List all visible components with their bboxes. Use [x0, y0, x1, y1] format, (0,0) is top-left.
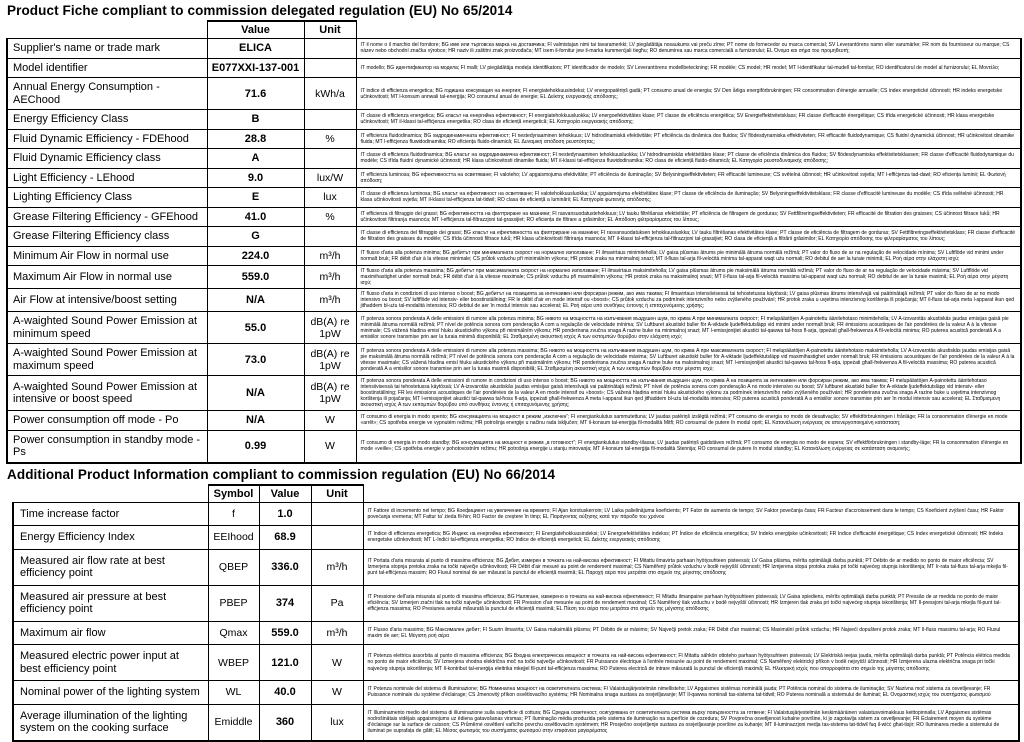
cell-label: Model identifier	[7, 58, 207, 78]
cell-unit: lux	[304, 188, 356, 208]
cell-value: B	[207, 110, 304, 130]
cell-unit: %	[304, 129, 356, 149]
cell-value: G	[207, 227, 304, 247]
cell-label: Minimum Air Flow in normal use	[7, 246, 207, 266]
page-title-regulation-65: Product Fiche compliant to commission delegated regulation (EU) No 65/2014	[7, 3, 513, 18]
cell-value: 55.0	[207, 312, 304, 344]
cell-value: 40.0	[259, 681, 311, 705]
cell-unit: m³/h	[304, 266, 356, 289]
cell-unit	[311, 526, 363, 550]
table-row	[13, 704, 1019, 741]
fiche-unit-column-header: Unit	[304, 21, 356, 39]
table-row	[13, 502, 1019, 526]
cell-label: Energy Efficiency Class	[7, 110, 207, 130]
cell-unit: %	[304, 207, 356, 227]
cell-desc: IT classe di efficienza fluidodinamica; BG класът на хидродинамична ефективност; FI nestedynaaminen tehokkuusluokka; LV hidrodinamiskās efektivitātes klase; PT classe de eficiência dinâmica dos fluidos; SV flödesdynamiska effektivitetsklassen; FR classe d'efficacité fluidodynamique du modèle; CS třída fluidní dynamické účinnosti; HR klasa učinkovitosti dinamike fluida; MT il-klassi tal-effiċjenza fluwidodinamika; RO clasa de eficiență fluido-dinamică; EL Κατηγορία ρευστοδυναμικής απόδοσης;	[356, 149, 1021, 169]
cell-unit	[304, 58, 356, 78]
cell-value: N/A	[207, 289, 304, 312]
cell-unit: dB(A) re 1pW	[304, 376, 356, 411]
table-row	[7, 266, 1021, 289]
cell-label: Measured electric power input at best efficiency point	[13, 645, 208, 681]
cell-unit: W	[311, 681, 363, 705]
cell-desc: IT flusso d'aria in condizioni di uso intenso o boost; BG дебитът на позицията за интензивен или форсиран режим, ако има такива; FI ilmavirtaus intensiivisessä tai tehostetussa käytössä; LV gaisa plūsmas ātrums intensīvajā vai paātrinātajā režīmā; PT valor do fluxo de ar no modo intensivo ou boost; SV luftflöde vid intensiv- eller boostinställning; FR le débit d'air en mode intensif ou «boost»; CS průtok vzduchu za podmínek intenzivního nebo zvýšeného používání; HR protok zraka u uvjetima intenzivnog korištenja ili pojačanja; MT il-fluss tal-arja meta l-apparat ikun qed jitħaddem bl-użu tal-modalità intensiva; RO debitul de aer în modul intensiv sau accelerat; EL Ροή αέρα υπό συνθήκες έντονης ή επιταχυνόμενης χρήσης;	[356, 289, 1021, 312]
cell-label: A-waighted Sound Power Emission at maximum speed	[7, 344, 207, 376]
additional-value-column-header: Value	[259, 485, 311, 503]
cell-desc: IT potenza sonora ponderata A delle emissioni di rumore alla potenza minima; BG нивото на мощността на излъчвания въздушен шум, по крива A при минималната скорост; FI melupäästöjen A-painotettu äänitehotaso minimiteholla; LV A-izsvarotās akustiskās jaudas emisijas gaisā pie minimālā ātruma normālā režīmā; PT nível de potência sonora com ponderação A com a regulação de velocidade mínima; SV Luftburet akustiskt buller för A-viktade ljudeffektutsläpp vid minimi under normalt bruk; FR émissions acoustiques de l'air pondérées de la valeur A à la vitesse minimale; CS vážená hladina emisí hluku akustického výkonu při minimálním výkonu; HR ponderirana zvučna snaga A razine buke na minimalnoj snazi; MT l-emissjonijiet akustiċi tal-qawwa tal-ħoss fl-arja, ippeżati għall-frekwenza A fil-veloċità minima; RO puterea acustică ponderată A a emisiilor sonore transmise prin aer la turaia minimă disponibilă; EL Σταθμισμένη ακουστική ισχύς A των εκπομπών θορύβου στην ελάχιστη ισχύ;	[356, 312, 1021, 344]
cell-symbol: WL	[208, 681, 259, 705]
table-row	[13, 681, 1019, 705]
table-row	[7, 227, 1021, 247]
cell-value: A	[207, 149, 304, 169]
additional-description-header-spacer	[363, 485, 1019, 503]
table-row	[7, 168, 1021, 188]
cell-unit: Pa	[311, 585, 363, 621]
cell-label: Maximum air flow	[13, 621, 208, 645]
cell-desc: IT efficienza di filtraggio dei grassi; BG ефективността на филтриране на мазнини; FI rasvansuodatustehokkuus; LV tauku filtrēšanas efektivitāte; PT eficiência de filtragem de gorduras; SV Fettfiltreringseffektiviteten; FR efficacité de filtration des graisses; CS účinnost filtrace tuků; HR učinkovitost filtriranja masnoća; MT l-effiċjenza tal-filtrazzjoni tal-grassijiet; RO eficiența de filtrare a grăsimilor; EL Απόδοση φιλτραρίσματος του λίπους;	[356, 207, 1021, 227]
cell-desc: IT modello; BG идентификатор на модела; FI malli; LV piegādātāja modeļa identifikators; PT identificador de modelo; SV Leverantörens modellbeteckning; FR modèle; CS model; HR model; MT l-identifikatur tal-mudell tal-fornitur; RO identificatorul de model al furnizorului; EL Μοντέλο;	[356, 58, 1021, 78]
fiche-description-header-spacer	[356, 21, 1021, 39]
table-row	[7, 129, 1021, 149]
cell-value: 374	[259, 585, 311, 621]
table-row	[7, 246, 1021, 266]
cell-symbol: f	[208, 502, 259, 526]
cell-label: Fluid Dynamic Efficiency - FDEhood	[7, 129, 207, 149]
table-row	[7, 149, 1021, 169]
table-row	[13, 645, 1019, 681]
cell-unit	[311, 502, 363, 526]
cell-label: Annual Energy Consumption - AEChood	[7, 78, 207, 110]
cell-value: ELICA	[207, 39, 304, 59]
fiche-table	[6, 20, 1022, 464]
fiche-value-column-header: Value	[207, 21, 304, 39]
additional-symbol-column-header: Symbol	[208, 485, 259, 503]
additional-label-header-spacer	[13, 485, 208, 503]
cell-value: N/A	[207, 376, 304, 411]
cell-unit: m³/h	[311, 621, 363, 645]
additional-rows	[13, 502, 1019, 741]
table-row	[13, 526, 1019, 550]
cell-desc: IT Illuminamento medio del sistema di illuminazione sulla superficie di cottura; BG Средна осветеност, осигурявана от осветителната система върху повърхността за готвене; FI Valaistusjärjestelmän keskimääräinen valaistusvoimakkuus keittopinnalla; LV Apgaismes sistēmas nodrošinātais vidējais apgaismojums uz ēdiena gatavošanas virsmas; PT Iluminação média produzida pelo sistema de iluminação na superfície de cozedura; SV Povprečna osvetljenost kuhalne površine, ki jo zagotavlja sistem za osvetljevanje; FR Éclairement moyen du système d'éclairage sur la surface de cuisson; CS Průměrné osvětlení vařicího povrchu osvětlovacím systémem; HR Prosječno osvjetljenje sustava za osvjetljavanje površine za kuhanje; MT Il-luminazzjoni medja tas-sistema tat-tidwil fuq il-wiċċ għat-tisjir; RO Iluminarea medie a sistemului de iluminat pe suprafața de gătit; EL Μέσος φωτισμός του συστήματος φωτισμού στην επιφάνεια μαγειρέματος	[363, 704, 1019, 741]
table-row	[7, 312, 1021, 344]
cell-unit	[304, 149, 356, 169]
table-row	[13, 621, 1019, 645]
cell-desc: IT il nome o il marchio del fornitore; BG име или търговска марка на доставчика; FI valmistajan nimi tai tavaramerkki; LV piegādātāja nosaukums vai preču zīme; PT nome do fornecedor ou marca comercial; SV Leverantörens namn eller varumärke; FR nom du fournisseur ou marque; CS název nebo obchodní značka výrobce; HR naziv ili zaštitni znak proizvođača; MT isem il-fornitur jew il-marka kummerċjali tiegħu; RO denumirea sau marca comercială a furnizorului; EL Όνομα και σήμα του προμηθευτή;	[356, 39, 1021, 59]
cell-label: Energy Efficiency Index	[13, 526, 208, 550]
cell-value: 0.99	[207, 430, 304, 463]
cell-unit: lux	[311, 704, 363, 741]
cell-value: N/A	[207, 411, 304, 431]
cell-value: 73.0	[207, 344, 304, 376]
cell-symbol: EEIhood	[208, 526, 259, 550]
fiche-header-row	[7, 21, 1021, 39]
cell-label: Maximum Air Flow in normal use	[7, 266, 207, 289]
cell-label: Measured air flow rate at best efficiency point	[13, 549, 208, 585]
cell-value: 9.0	[207, 168, 304, 188]
cell-label: A-waighted Sound Power Emission at intensive or boost speed	[7, 376, 207, 411]
cell-desc: IT flusso d'aria alla potenza massima; BG дебитът при максималната скорост на нормално използване; FI ilmavirtaus maksimiteholla; LV gaisa plūsmas ātrums pie maksimālā ātruma normālā režīmā; PT valor do fluxo de ar na regulação de velocidade máxima; SV Luftflöde vid maximihastighet under normalt bruk; FR débit d'air à la vitesse maximale; CS průtok vzduchu při maximálním výkonu; HR protok zraka na maksimalnoj snazi; MT il-fluss tal-arja fil-veloċità massima tal-apparat waqt użu normali; RO debitul de aer la turaie maximă; EL Ροή αέρα στην μέγιστη ισχύ;	[356, 266, 1021, 289]
cell-unit: W	[311, 645, 363, 681]
cell-desc: IT consumo di energia in modo standby; BG консумацията на мощност в режим „в готовност“; FI energiankulutus standby-tilassa; LV jaudas patēriņš gaidstāves režīmā; PT consumo de energia no modo de espera; SV effektförbrukningen i standby-läge; FR la consommation d'énergie en mode «veille»; CS spotřeba energie v pohotovostním režimu; HR potrošnja energije u stanju mirovanja; MT il-konsum tal-enerġija fil-modalità Stennija; RO consumul de putere în modul standby; EL Κατανάλωση ενέργειας σε κατάσταση αναμονής;	[356, 430, 1021, 463]
table-row	[7, 376, 1021, 411]
cell-unit: W	[304, 411, 356, 431]
cell-desc: IT Flusso d'aria massimo; BG Максимален дебит; FI Suurin ilmavirta; LV Gaisa maksimālā plūsma; PT Débito de ar máximo; SV Največji pretok zraka; FR Débit d'air maximal; CS Maximální průtok vzduchu; HR Najveći dopušteni protok zraka; MT Il-fluss massimu tal-arja; RO Fluxul maxim de aer; EL Μέγιστη ροή αέρα	[363, 621, 1019, 645]
cell-symbol: Emiddle	[208, 704, 259, 741]
cell-unit: lux/W	[304, 168, 356, 188]
cell-label: Fluid Dynamic Efficiency class	[7, 149, 207, 169]
cell-value: 360	[259, 704, 311, 741]
cell-value: 68.9	[259, 526, 311, 550]
fiche-label-header-spacer	[7, 21, 207, 39]
cell-desc: IT Fattore di incremento nel tempo; BG Коефициент на увеличение на времето; FI Ajan korotuskerroin; LV Laika palielinājuma koeficients; PT Fator de aumento de tempo; SV Faktor povečanja časa; FR Facteur d'accroissement dans le temps; CS Koeficient zvýšení času; HR Faktor povećanja vremena; MT Fattur ta' żieda fil-ħin; RO Factor de creștere în timp; EL Παράγοντας αύξησης κατά την πάροδο του χρόνου	[363, 502, 1019, 526]
page-title-regulation-66: Additional Product Information compliant to commission regulation (EU) No 66/2014	[7, 466, 556, 482]
cell-value: 336.0	[259, 549, 311, 585]
cell-desc: IT Portata d'aria misurata al punto di massima efficienza; BG Дебит, измерен в точката на най-висока ефективност; FI Mitattu ilmavirta parhaan hyötysuhteen pisteessä; LV Gaisa plūsma, mērīta optimālajā darba punktā; PT Débito de ar medido no ponto de maior eficiência; SV Izmerjena stopnja pretoka zraka na točki največje učinkovitosti; FR Débit d'air mesuré au point de rendement maximal; CS Naměřený průtok vzduchu v bodě nejvyšší účinnosti; HR Izmjerena stopa protoka zraka pri točki najvećeg stupnja iskorištenja; MT Ir-rata tal-fluss tal-arja mkejla fil-punt tal-effiċjenza massim; RO Fluxul nominal de aer măsurat la punctul de eficiență maximă; EL Παροχή αέρα που μετράται στο σημείο της μέγιστης απόδοσης	[363, 549, 1019, 585]
cell-desc: IT Potenza nominale del sistema di illuminazione; BG Номинална мощност на осветителната система; FI Valaistusjärjestelmän nimellisteho; LV Apgaismes sistēmas nominālā jauda; PT Potência nominal do sistema de iluminação; SV Nazivna moč sistema za osvetljevanje; FR Puissance nominale du système d'éclairage; CS Jmenovitý příkon osvětlovacího systému; HR Nominalna snaga sustava za osvjetljavanje; MT Il-qawwa nominali tas-sistema tat-tidwil; RO Puterea nominală a sistemului de iluminat; EL Ονομαστική ισχύς του συστήματος φωτισμού	[363, 681, 1019, 705]
cell-symbol: QBEP	[208, 549, 259, 585]
cell-unit	[304, 227, 356, 247]
cell-label: Time increase factor	[13, 502, 208, 526]
cell-desc: IT flusso d'aria alla potenza minima; BG дебитът при минималната скорост на нормално използване; FI ilmavirtaus minimiteholla; LV gaisa plūsmas ātrums pie minimālā ātruma normālā režīmā; PT valor do fluxo de ar na regulação de velocidade mínima; SV Luftflöde vid minimi under normalt bruk; FR débit d'air à la vitesse minimale; CS průtok vzduchu při minimálním výkonu; HR protok zraka na minimalnoj snazi; MT il-fluss tal-arja fil-veloċità minima tal-apparat waqt użu normali; RO debitul de aer la turaie minimă; EL Ροή αέρα στην ελάχιστη ισχύ;	[356, 246, 1021, 266]
table-row	[7, 430, 1021, 463]
cell-value: 559.0	[207, 266, 304, 289]
cell-unit: dB(A) re 1pW	[304, 312, 356, 344]
cell-value: E077XXI-137-001	[207, 58, 304, 78]
cell-desc: IT Indice di efficienza energetica; BG Индекс на енергийна ефективност; FI Energiatehokkuusindeksi; LV Energoefektivitātes indekss; PT Índice de eficiência energética; SV Indeks energijske učinkovitosti; FR Indice d'efficacité énergétique; CS Index energetické účinnosti; HR Indeks energetske učinkovitosti; MT L-Indiċi tal-effiċjenza energetika; RO Indice de eficiență energetică; EL Δείκτης ενεργειακής απόδοσης	[363, 526, 1019, 550]
additional-unit-column-header: Unit	[311, 485, 363, 503]
cell-desc: IT classe di efficienza energetica; BG класът на енергийна ефективност; FI energiatehokkuusluokka; LV energoefektivitātes klase; PT classe de eficiência energética; SV Energieffektivitetsklass; FR classe d'efficacité énergétique; CS třída energetické účinnosti; HR klasa energetske učinkovitosti; MT il-klassi tal-effiċjenza energetika; RO clasa de eficiență energetică; EL Κατηγορία ενεργειακής απόδοσης;	[356, 110, 1021, 130]
cell-value: 224.0	[207, 246, 304, 266]
table-row	[7, 188, 1021, 208]
cell-symbol: WBEP	[208, 645, 259, 681]
cell-value: 121.0	[259, 645, 311, 681]
cell-value: 41.0	[207, 207, 304, 227]
cell-value: 28.8	[207, 129, 304, 149]
cell-unit: kWh/a	[304, 78, 356, 110]
additional-table	[12, 484, 1020, 742]
cell-unit: m³/h	[304, 289, 356, 312]
cell-unit	[304, 110, 356, 130]
cell-symbol: Qmax	[208, 621, 259, 645]
table-row	[7, 207, 1021, 227]
cell-label: Measured air pressure at best efficiency point	[13, 585, 208, 621]
cell-label: Lighting Efficiency Class	[7, 188, 207, 208]
cell-desc: IT efficienza luminosa; BG ефективността на осветяване; FI valoteho; LV apgaismojuma efektivitāte; PT eficiência de iluminação; SV Belysningseffektiviteten; FR efficacité lumineuse; CS světelná účinnost; HR učinkovitost svjetla; MT l-effiċjenza tad-dawl; RO eficiența luminii; EL Φωτεινή απόδοση;	[356, 168, 1021, 188]
cell-label: Light Efficiency - LEhood	[7, 168, 207, 188]
cell-value: E	[207, 188, 304, 208]
cell-desc: IT classe di efficienza del filtraggio dei grassi; BG класът на ефективността на филтриране на мазнини; FI rasvansuodatuksen tehokkuusluokka; LV tauku filtrēšanas efektivitātes klase; PT classe de eficiência de filtragem de gorduras; SV Fettfiltreringseffektivitetsklass; FR classe d'efficacité de filtration des graisses du modèle; CS třída účinnosti filtrace tuků; HR klasa učinkovitosti filtriranja masnoća; MT il-klassi tal-effiċjenza tal-filtrazzjoni tal-grassijiet; RO clasa de eficiență a filtrării grăsimilor; EL Κατηγορία απόδοσης του φιλτραρίσματος του λίπους;	[356, 227, 1021, 247]
cell-desc: IT consumo di energia in modo spento; BG консумацията на мощност в режим „изключен“; FI energiankulutus sammutettuna; LV jaudas patēriņš izslēgtā režīmā; PT consumo de energia no modo de desativação; SV effektförbrukningen i frånläge; FR la consommation d'énergie en mode «arrêt»; CS spotřeba energie ve vypnutém režimu; HR potrošnja energije u načinu rada isključen; MT il-konsum tal-enerġija fil-modalità Mitfi; RO consumul de putere în modul oprit; EL Κατανάλωση ενέργειας σε απενεργοποιημένη κατάσταση;	[356, 411, 1021, 431]
cell-desc: IT Pressione dell'aria misurata al punto di massima efficienza; BG Налягане, измерено в точката на най-висока ефективност; FI Mitattu ilmanpaine parhaan hyötysuhteen pisteessä; LV Gaisa spiediens, mērīts optimālajā darba punktā; PT Pressão de ar medida no ponto de maior eficiência; SV Izmerjen zračni tlak na točki največje učinkovitosti; FR Pression d'air mesurée au point de rendement maximal; CS Naměřený tlak vzduchu v bodě nejvyšší účinnosti; HR Izmjeren tlak zraka pri točki najvećeg stupnja iskorištenja; MT Il-pressjoni tal-arja mkejla fil-punt tal-effiċjenza massima; RO Presiunea aerului măsurată la punctul de eficiență maximă; EL Πίεση του αέρα που μετράται στο σημείο της μέγιστης απόδοσης	[363, 585, 1019, 621]
cell-unit: W	[304, 430, 356, 463]
table-row	[7, 58, 1021, 78]
cell-desc: IT potenza sonora ponderata A delle emissioni di rumore in condizioni di uso intenso o boost; BG нивото на мощността на излъчвания въздушен шум, по крива A на позицията за интензивен или форсиран режим, ако има такива; FI melupäästöjen A-painotettu äänitehotaso intensiivisessä tai tehostetussa käytössä; LV A-izsvarotās akustiskās jaudas emisijas gaisā intensīvajā vai paātrinātajā režīmā; PT nível de potência sonora com ponderação A no modo intensivo ou boost; SV luftburet akustiskt buller för A-viktade ljudeffektutsläpp vid intensiv- eller boostinställning; FR les émissions acoustiques de l'air pondérées de la valeur A en mode intensif ou «boost»; CS vážená hladina emisí hluku akustického výkonu za podmínek intenzivního nebo zvýšeného používání; HR ponderirana zvučna snaga A razine buke u uvjetima intenzivnog korištenja ili pojačanja; MT l-emissjonijiet akustiċi tal-qawwa tal-ħoss fl-arja, ippeżati għall-frekwenza A meta l-apparat ikun qed jitħaddem bl-użu tal-modalità intensiva; RO puterea acustică ponderată A a emisiilor sonore transmise prin aer în modul intensiv sau accelerat; EL Σταθμισμένη ακουστική ισχύς A των εκπομπών θορύβου υπό συνθήκες έντονης ή επιταχυνόμενης χρήσης;	[356, 376, 1021, 411]
cell-label: Grease Filtering Efficiency class	[7, 227, 207, 247]
cell-desc: IT indice di efficienza energetica; BG годишна консумация на енергия; FI energiatehokkuusindeksi; LV energopatēriņš gadā; PT consumo anual de energia; SV Den årliga energiförbrukningen; FR consommation d'énergie annuelle; CS index energetické účinnosti; HR indeks energetske učinkovitosti; MT l-konsum annwali tal-enerġija; RO consumul anual de energie; EL Δείκτης ενεργειακής απόδοσης;	[356, 78, 1021, 110]
cell-desc: IT Potenza elettrica assorbita al punto di massima efficienza; BG Входна електрическа мощност в точката на най-висока ефективност; FI Mitattu sähkön ottoteho parhaan hyötysuhteen pisteessä; LV Elektriskā ieejas jauda, mērīta optimālajā darba punktā; PT Potência elétrica medida no ponto de maior eficiência; SV Izmerjena vhodna električna moč na točki največje učinkovitosti; FR Puissance électrique à l'entrée mesurée au point de rendement maximal; CS Naměřený elektrický příkon v bodě nejvyšší účinnosti; HR Izmjerena ulazna električna snaga pri točki najvećeg stupnja iskorištenja; MT Il-kontribut tal-enerġija elettrika mkejjel fil-punt tal-effiċjenza massima; RO Puterea electrică de intrare măsurată la punctul de eficiență maximă; EL Ηλεκτρική ισχύς που απορροφάται στο σημείο της μέγιστης απόδοσης	[363, 645, 1019, 681]
table-row	[7, 411, 1021, 431]
cell-desc: IT efficienza fluidodinamica; BG хидродинамичната ефективност; FI nestedynaaminen tehokkuus; LV hidrodinamiskā efektivitāte; PT eficiência da dinâmica dos fluidos; SV flödesdynamiska effektiviteten; FR efficacité fluidodynamique; CS fluidní dynamická účinnost; HR učinkovitost dinamike fluida; MT l-effiċjenza fluwidodinamika; RO eficiența fluido-dinamică; EL Δυναμική απόδοση ρευστότητας;	[356, 129, 1021, 149]
cell-label: Average illumination of the lighting system on the cooking surface	[13, 704, 208, 741]
cell-label: Grease Filtering Efficiency - GFEhood	[7, 207, 207, 227]
additional-header-row	[13, 485, 1019, 503]
table-row	[7, 289, 1021, 312]
table-row	[7, 344, 1021, 376]
cell-value: 1.0	[259, 502, 311, 526]
cell-desc: IT potenza sonora ponderata A delle emissioni di rumore alla potenza massima; BG нивото на мощността на излъчвания въздушен шум, по крива A при максималната скорост; FI melupäästöjen A-painotettu äänitehotaso maksimiteholla; LV A-izsvarotās akustiskās jaudas emisijas gaisā pie maksimālā ātruma normālā režīmā; PT nível de potência sonora com ponderação A com a regulação de velocidade máxima; SV Luftburet akustiskt buller för A-viktade ljudeffektutsläpp vid maximihastighet under normalt bruk; FR émissions acoustiques de l'air pondérées de la valeur A à la vitesse maximale; CS vážená hladina emisí hluku akustického výkonu při maximálním výkonu; HR ponderirana zvučna snaga A razine buke na maksimalnoj snazi; MT l-emissjonijiet akustiċi tal-qawwa tal-ħoss fl-arja, ippeżati għall-frekwenza A fil-veloċità massima; RO puterea acustică ponderată A a emisiilor sonore transmise prin aer la turaia maximă disponibilă; EL Σταθμισμένη ακουστική ισχύς A των εκπομπών θορύβου στην μέγιστη ισχύ;	[356, 344, 1021, 376]
cell-unit: m³/h	[304, 246, 356, 266]
cell-unit	[304, 39, 356, 59]
cell-value: 71.6	[207, 78, 304, 110]
cell-unit: m³/h	[311, 549, 363, 585]
table-row	[7, 110, 1021, 130]
cell-symbol: PBEP	[208, 585, 259, 621]
cell-label: Power consumption off mode - Po	[7, 411, 207, 431]
cell-desc: IT classe di efficienza luminosa; BG класът на ефективност на осветяване; FI valotehokkuusluokka; LV apgaismojuma efektivitātes klase; PT classe de eficiência de iluminação; SV Belysningseffektivitetsklass; FR classe d'efficacité lumineuse du modèle; CS třída světelné účinnosti; HR klasa učinkovitosti svjetla; MT il-klassi tal-effiċjenza tat-tidwil; RO clasa de eficiență a luminării; EL Κατηγορία φωτεινής απόδοσης;	[356, 188, 1021, 208]
cell-value: 559.0	[259, 621, 311, 645]
cell-label: Nominal power of the lighting system	[13, 681, 208, 705]
cell-label: Power consumption in standby mode - Ps	[7, 430, 207, 463]
cell-label: Air Flow at intensive/boost setting	[7, 289, 207, 312]
table-row	[13, 549, 1019, 585]
fiche-rows	[7, 39, 1021, 463]
table-row	[7, 39, 1021, 59]
table-row	[7, 78, 1021, 110]
cell-unit: dB(A) re 1pW	[304, 344, 356, 376]
table-row	[13, 585, 1019, 621]
cell-label: A-waighted Sound Power Emission at minimum speed	[7, 312, 207, 344]
cell-label: Supplier's name or trade mark	[7, 39, 207, 59]
